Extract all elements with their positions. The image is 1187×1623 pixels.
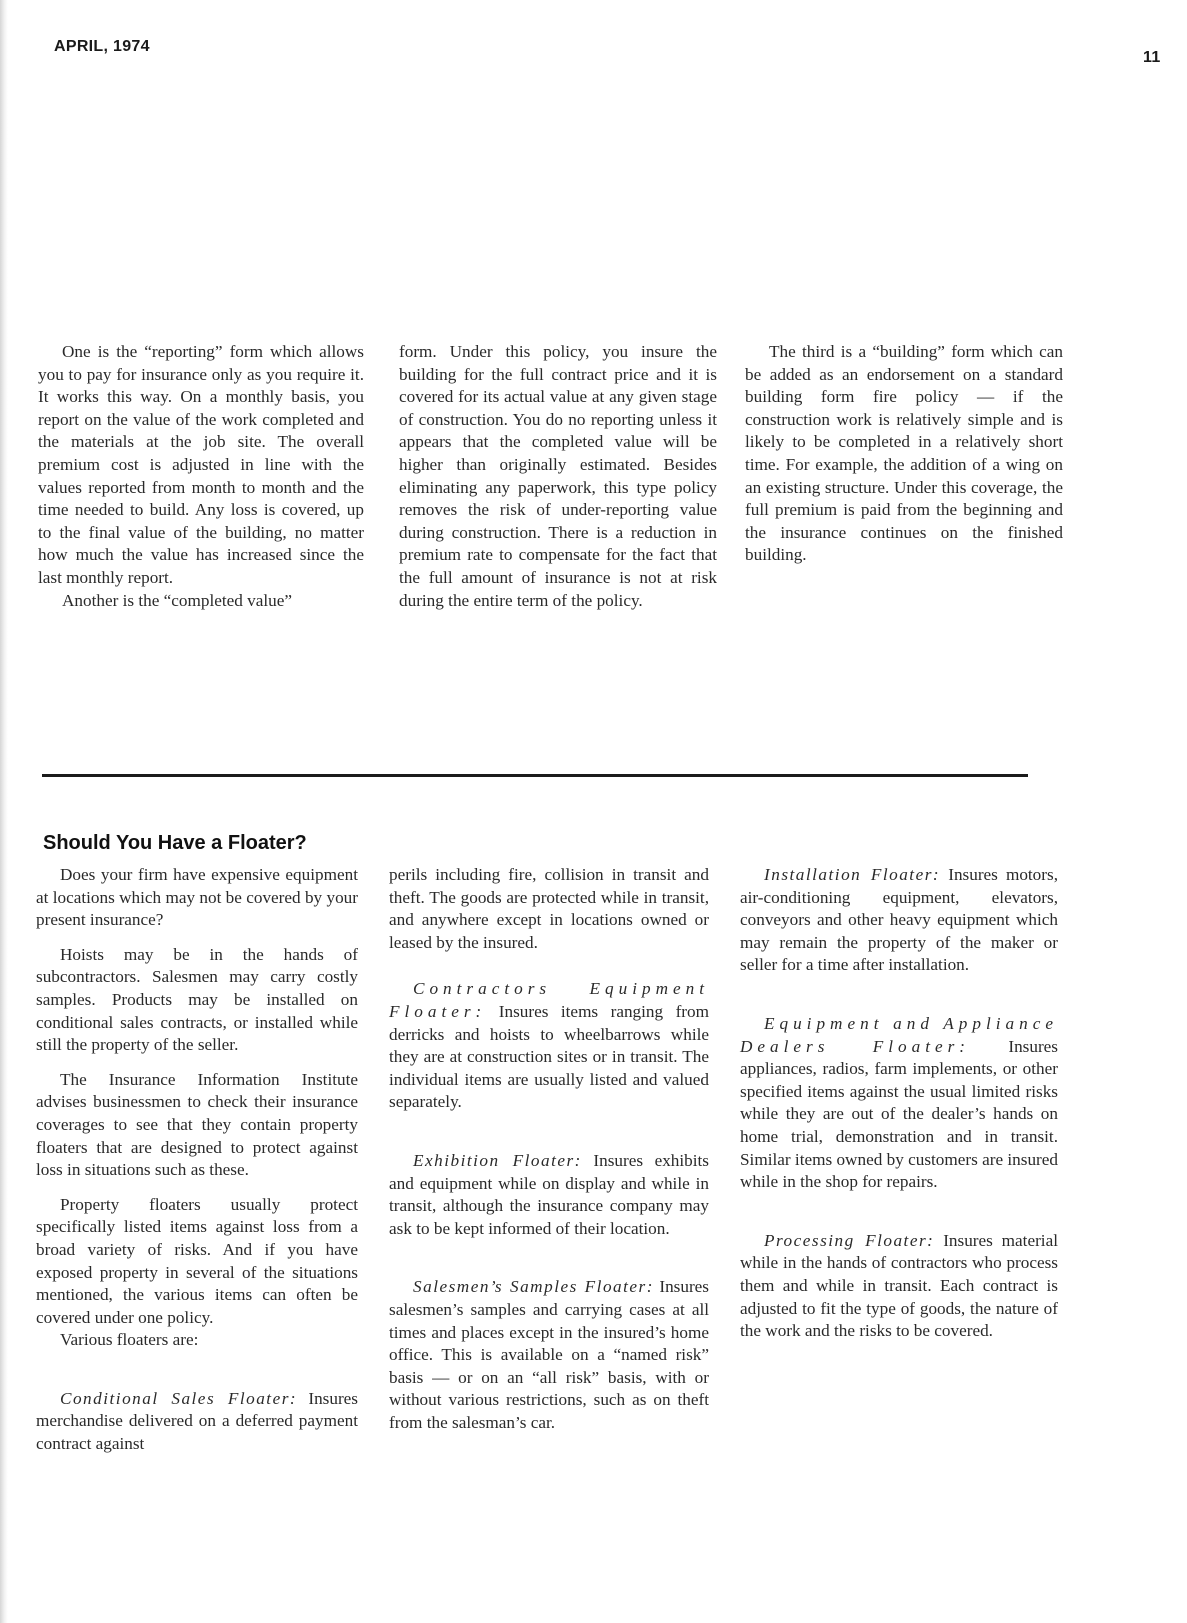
section-divider: [42, 774, 1028, 777]
paragraph: Hoists may be in the hands of subcontractors. Salesmen may carry costly samples. Products may be installed on conditional sales contracts, or installed while still the property of the seller.: [36, 944, 358, 1055]
issue-date: APRIL, 1974: [54, 38, 150, 55]
paragraph: The Insurance Information Institute advises businessmen to check their insurance coverages to see that they contain property floaters that are designed to protect against loss in situations such as these.: [36, 1069, 358, 1180]
floater-entry-conditional-sales: [36, 1388, 358, 1456]
floater-entry-contractors-equipment: [389, 978, 709, 1114]
floater-description: Insures appliances, radios, farm implements, or other specified items against the usual limited risks while they are out of the dealer’s hands on home trial, demonstration and in transit. Similar items owned by customers are insured while in the shop for repairs.: [740, 1036, 1058, 1192]
floater-term: Installation Floater:: [764, 865, 941, 884]
floater-description: Insures salesmen’s samples and carrying cases at all times and places except in the insured’s home office. This is available on a “named risk” basis — or on an “all risk” basis, with or without various restrictions, such as on theft from the salesman’s car.: [389, 1277, 709, 1432]
floater-term: Equipment and Appliance Dealers Floater:: [740, 1013, 1058, 1056]
top-article-column-1: [38, 341, 364, 612]
floater-entry-installation: [740, 864, 1058, 977]
floater-column-2: [389, 864, 709, 1434]
floater-term: Contractors Equipment Floater:: [389, 979, 709, 1021]
paragraph: The third is a “building” form which can be added as an endorsement on a standard building form fire policy — if the construction work is relatively simple and is likely to be completed in a relatively short time. For example, the addition of a wing on an existing structure. Under this coverage, the full premium is paid from the beginning and the insurance continues on the finished building.: [745, 342, 1063, 565]
floater-term: Exhibition Floater:: [413, 1150, 582, 1170]
floater-entry-processing: [740, 1230, 1058, 1343]
floater-description: Insures merchandise delivered on a deferred payment contract against: [36, 1388, 358, 1454]
paragraph: One is the “reporting” form which allows you to pay for insurance only as you require it. It works this way. On a monthly basis, you report on the value of the work completed and the materials at the job site. The overall premium cost is adjusted in line with the values reported from month to month and the time needed to build. Any loss is covered, up to the final value of the building, no matter how much the value has increased since the last monthly report.: [38, 342, 364, 587]
floater-description: Insures exhibits and equipment while on display and while in transit, although the insurance company may ask to be kept informed of their location.: [389, 1150, 709, 1238]
scan-edge-shadow: [0, 0, 8, 1623]
floater-entry-exhibition: [389, 1150, 709, 1240]
paragraph: Various floaters are:: [60, 1330, 199, 1350]
page-number: 11: [1143, 49, 1161, 66]
paragraph: perils including fire, collision in transit and theft. The goods are protected while in transit, and anywhere except in locations owned or leased by the insured.: [389, 865, 709, 952]
paragraph: form. Under this policy, you insure the building for the full contract price and it is covered for its actual value at any given stage of construction. You do no reporting unless it appears that the completed value will be higher than originally estimated. Besides eliminating any paperwork, this type policy removes the risk of under-reporting value during construction. There is a reduction in premium rate to compensate for the fact that the full amount of insurance is not at risk during the entire term of the policy.: [399, 342, 717, 610]
paragraph: Another is the “completed value”: [62, 590, 293, 610]
article-title: Should You Have a Floater?: [43, 832, 307, 854]
floater-term: Salesmen’s Samples Floater:: [413, 1277, 654, 1297]
floater-description: Insures material while in the hands of contractors who process them and while in transit. Each contract is adjusted to fit the type of goods, the nature of the work and the risks to be covered.: [740, 1230, 1058, 1341]
floater-description: Insures motors, air-conditioning equipment, elevators, conveyors and other heavy equipment which may remain the property of the maker or seller for a time after installation.: [740, 865, 1058, 975]
floater-description: Insures items ranging from derricks and hoists to wheelbarrows while they are at construction sites or in transit. The individual items are usually listed and valued separately.: [389, 1001, 709, 1112]
paragraph: Does your firm have expensive equipment at locations which may not be covered by your present insurance?: [36, 865, 358, 930]
floater-column-3: [740, 864, 1058, 1343]
top-article-column-2: [399, 341, 717, 612]
floater-column-1: [36, 864, 358, 1456]
floater-term: Processing Floater:: [764, 1230, 935, 1250]
floater-term: Conditional Sales Floater:: [60, 1388, 298, 1408]
top-article-column-3: [745, 341, 1063, 567]
floater-entry-salesmens-samples: [389, 1276, 709, 1434]
paragraph: Property floaters usually protect specifically listed items against loss from a broad variety of risks. And if you have exposed property in several of the situations mentioned, the various items can often be covered under one policy.: [36, 1194, 358, 1327]
floater-entry-equipment-appliance-dealers: [740, 1013, 1058, 1194]
